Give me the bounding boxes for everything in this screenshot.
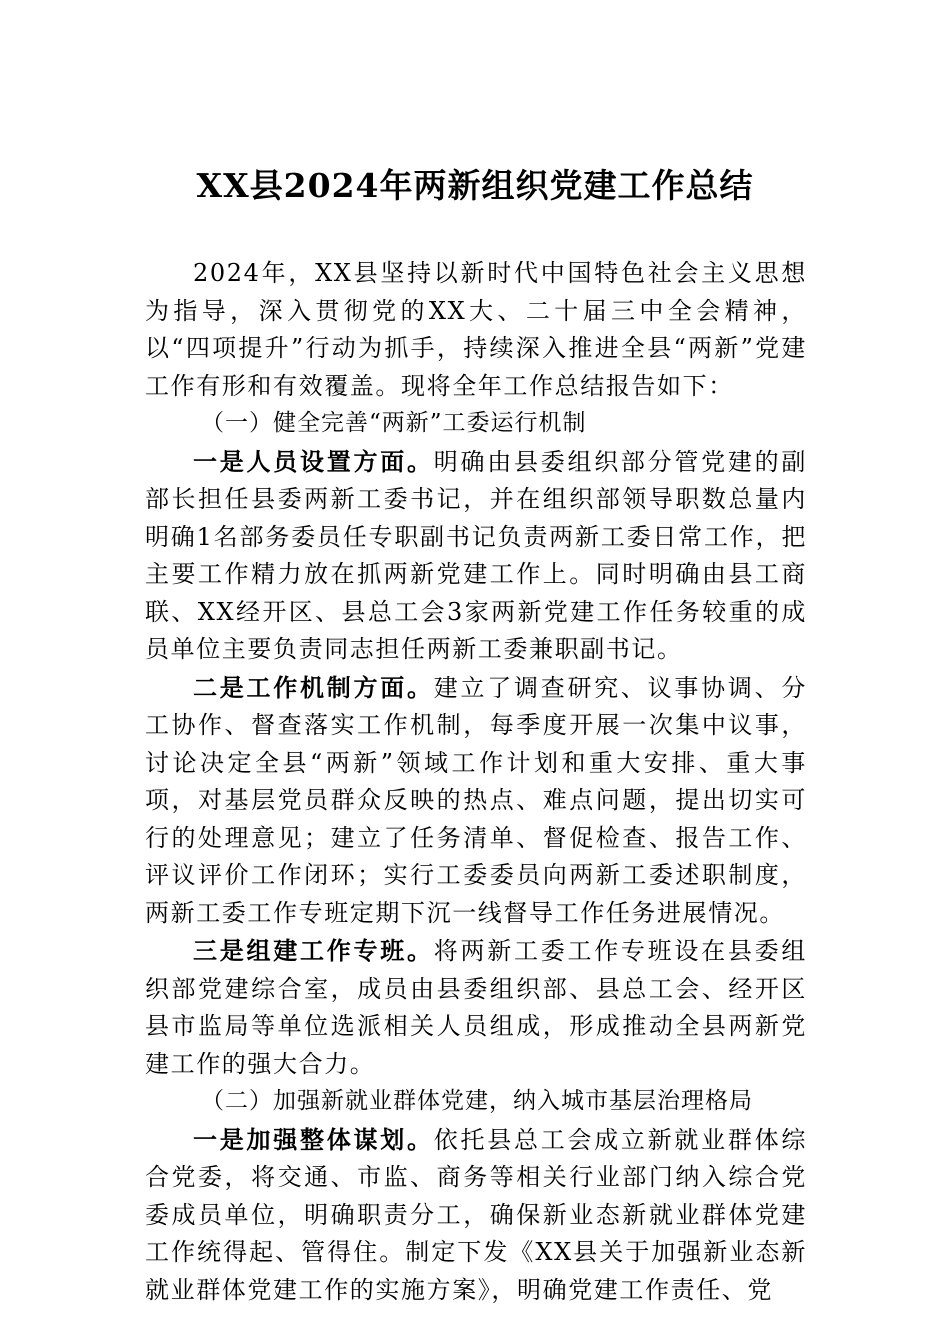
intro-paragraph: 2024年，XX县坚持以新时代中国特色社会主义思想为指导，深入贯彻党的XX大、二十届三中全会精神，以“四项提升”行动为抓手，持续深入推进全县“两新”党建工作有形和有效覆盖。现将全年工作总结报告如下：	[145, 259, 807, 400]
paragraph-lead: 二是工作机制方面。	[193, 672, 434, 702]
paragraph-text: 依托县总工会成立新就业群体综合党委，将交通、市监、商务等相关行业部门纳入综合党委成员单位，明确职责分工，确保新业态新就业群体党建工作统得起、管得住。制定下发《XX县关于加强新业态新就业群体党建工作的实施方案》，明确党建工作责任、党	[145, 1125, 808, 1304]
document-body	[145, 255, 807, 1309]
section-2-paragraph-1	[145, 1121, 807, 1310]
paragraph-lead: 一是人员设置方面。	[193, 446, 434, 476]
section-heading-2: （二）加强新就业群体党建，纳入城市基层治理格局	[201, 1088, 753, 1114]
paragraph-text: 建立了调查研究、议事协调、分工协作、督查落实工作机制，每季度开展一次集中议事，讨论决定全县“两新”领域工作计划和重大安排、重大事项，对基层党员群众反映的热点、难点问题，提出切实可行的处理意见；建立了任务清单、督促检查、报告工作、评议评价工作闭环；实行工委委员向两新工委述职制度，两新工委工作专班定期下沉一线督导工作任务进展情况。	[145, 673, 808, 927]
paragraph-text: 将两新工委工作专班设在县委组织部党建综合室，成员由县委组织部、县总工会、经开区县市监局等单位选派相关人员组成，形成推动全县两新党建工作的强大合力。	[145, 937, 808, 1078]
paragraph-text: 明确由县委组织部分管党建的副部长担任县委两新工委书记，并在组织部领导职数总量内明确1名部务委员任专职副书记负责两新工委日常工作，把主要工作精力放在抓两新党建工作上。同时明确由县工商联、XX经开区、县总工会3家两新党建工作任务较重的成员单位主要负责同志担任两新工委兼职副书记。	[145, 447, 808, 663]
section-1-paragraph-1	[145, 443, 807, 669]
section-1-paragraph-3	[145, 932, 807, 1083]
paragraph-lead: 三是组建工作专班。	[193, 936, 434, 965]
section-1-paragraph-2	[145, 669, 807, 933]
paragraph-lead: 一是加强整体谋划。	[193, 1124, 434, 1154]
document-title: XX县2024年两新组织党建工作总结	[196, 166, 754, 205]
section-heading-1: （一）健全完善“两新”工委运行机制	[201, 410, 587, 436]
